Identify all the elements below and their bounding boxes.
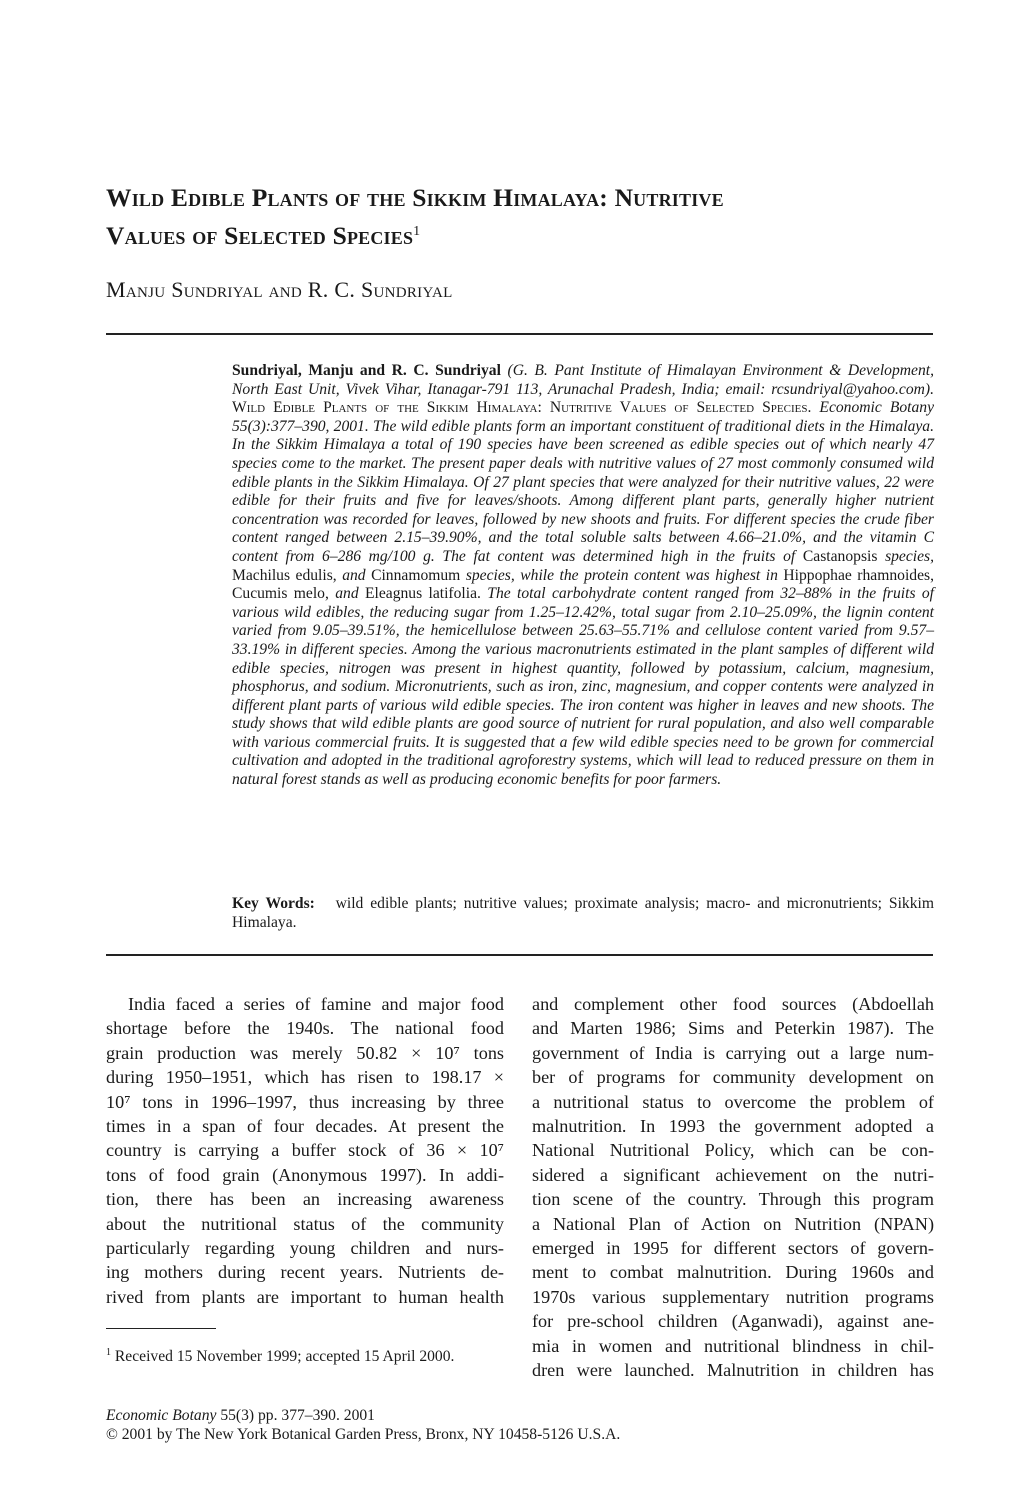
species-name: Hippophae rhamnoides, Cucumis melo, <box>232 566 934 603</box>
footnote-marker: 1 <box>106 1347 111 1358</box>
body-line: and complement other food sources (Abdoellah <box>532 994 934 1014</box>
body-line: tion scene of the country. Through this program <box>532 1189 934 1210</box>
article-title <box>106 181 936 253</box>
species-name: Machilus edulis, <box>232 566 337 584</box>
body-column-left <box>106 992 504 1309</box>
title-line-2: Values of Selected Species <box>106 221 414 250</box>
abstract <box>232 362 934 790</box>
journal-info <box>106 1406 620 1444</box>
species-name: Castanopsis <box>802 547 878 565</box>
abstract-citation: Economic Botany 55(3):377–390, 2001. <box>232 399 934 435</box>
footnote-divider <box>106 1328 216 1329</box>
body-line: ment to combat malnutrition. During 1960s and <box>532 1262 934 1283</box>
journal-citation: 55(3) pp. 377–390. 2001 <box>220 1407 375 1424</box>
title-line-1: Wild Edible Plants of the Sikkim Himalaya: Nutritive <box>106 183 724 212</box>
abstract-title: Wild Edible Plants of the Sikkim Himalaya: Nutritive Values of Selected Species. <box>232 399 812 417</box>
body-line: India faced a series of famine and major food <box>128 994 504 1014</box>
abstract-body-1: The wild edible plants form an important constituent of traditional diets in the Himalaya. In the Sikkim Himalaya a total of 190 species have been screened as edible species out of which nearly 47 species come to the market. The present paper deals with nutritive values of 27 most commonly consumed wild edible plants in the Sikkim Himalaya. Of 27 plant species that were analyzed for their nutritive values, 22 were edible for their fruits and five for leaves/shoots. Among different plant parts, generally higher nutrient concentration was recorded for leaves, followed by new shoots and fruits. For different species the crude fiber content ranged between 2.15–39.90%, and the total soluble salts between 4.66–21.0%, and the vitamin C content from 6–286 mg/100 g. The fat content was determined high in the fruits of <box>232 417 935 565</box>
body-line: a National Plan of Action on Nutrition (NPAN) <box>532 1213 934 1234</box>
species-name: Cinnamomum <box>371 566 461 584</box>
abstract-affiliation: (G. B. Pant Institute of Himalayan Environment & Development, North East Unit, Vivek Vihar, Itanagar-791 113, Arunachal Pradesh, India; email: rcsundriyal@yahoo.com). <box>232 362 934 398</box>
body-line: government of India is carrying out a large num- <box>532 1042 934 1063</box>
abstract-text: and <box>342 566 366 584</box>
abstract-text: and <box>335 585 359 603</box>
abstract-text: species, <box>885 547 934 565</box>
body-line: mia in women and nutritional blindness in chil- <box>532 1335 934 1356</box>
journal-name: Economic Botany <box>106 1407 217 1424</box>
abstract-lead: Sundriyal, Manju and R. C. Sundriyal <box>232 362 501 379</box>
footnote <box>106 1343 504 1366</box>
journal-copyright: © 2001 by The New York Botanical Garden Press, Bronx, NY 10458-5126 U.S.A. <box>106 1426 621 1443</box>
body-line: tons of food grain (Anonymous 1997). In addi- <box>106 1164 504 1185</box>
body-line: malnutrition. In 1993 the government adopted a <box>532 1116 934 1137</box>
body-line: particularly regarding young children and nurs- <box>106 1238 504 1259</box>
body-line: shortage before the 1940s. The national food <box>106 1018 504 1039</box>
keywords <box>232 894 934 932</box>
body-line: 1970s various supplementary nutrition programs <box>532 1286 934 1307</box>
body-line: rived from plants are important to human health <box>106 1286 504 1307</box>
article-authors: Manju Sundriyal and R. C. Sundriyal <box>106 277 453 302</box>
abstract-body-2: The total carbohydrate content ranged from 32–88% in the fruits of various wild edibles, the reducing sugar from 1.25–12.42%, total sugar from 2.10–25.09%, the lignin content varied from 9.05–39.51%, the hemicellulose between 25.63–55.71% and cellulose content varied from 9.57–33.19% in different species. Among the various macronutrients estimated in the plant samples of different wild edible species, nitrogen was present in highest quantity, followed by potassium, calcium, magnesium, phosphorus, and sodium. Micronutrients, such as iron, zinc, magnesium, and copper contents were analyzed in different plant parts of various wild edible species. The iron content was higher in leaves and new shoots. The study shows that wild edible plants are good source of nutrient for rural population, and also well comparable with various commercial fruits. It is suggested that a few wild edible species need to be grown for commercial cultivation and adopted in the traditional agroforestry systems, which will lead to reduced pressure on them in natural forest stands as well as producing economic benefits for poor farmers. <box>232 585 934 789</box>
title-footnote-marker: 1 <box>413 224 421 239</box>
keywords-text: wild edible plants; nutritive values; proximate analysis; macro- and micronutrients; Sikkim Himalaya. <box>232 895 934 931</box>
body-line: 10⁷ tons in 1996–1997, thus increasing by three <box>106 1091 504 1112</box>
body-line: sidered a significant achievement on the nutri- <box>532 1164 934 1185</box>
body-line: ber of programs for community development on <box>532 1067 934 1088</box>
body-line: about the nutritional status of the community <box>106 1213 504 1234</box>
species-name: Eleagnus latifolia. <box>365 585 481 603</box>
body-line: a nutritional status to overcome the problem of <box>532 1091 934 1112</box>
body-line: tion, there has been an increasing awareness <box>106 1189 504 1210</box>
body-line: grain production was merely 50.82 × 10⁷ tons <box>106 1042 504 1063</box>
body-line: dren were launched. Malnutrition in children has <box>532 1360 934 1381</box>
keywords-label: Key Words: <box>232 895 315 912</box>
body-line: emerged in 1995 for different sectors of govern- <box>532 1238 934 1259</box>
body-line: ing mothers during recent years. Nutrients de- <box>106 1262 504 1283</box>
body-line: for pre-school children (Aganwadi), against ane- <box>532 1311 934 1332</box>
body-column-right <box>532 992 934 1383</box>
abstract-bottom-divider <box>106 954 933 956</box>
body-line: times in a span of four decades. At present the <box>106 1116 504 1137</box>
footnote-text: Received 15 November 1999; accepted 15 April 2000. <box>114 1348 455 1366</box>
abstract-text: species, while the protein content was highest in <box>465 566 778 584</box>
body-line: and Marten 1986; Sims and Peterkin 1987). The <box>532 1018 934 1039</box>
top-divider <box>106 333 933 335</box>
body-line: country is carrying a buffer stock of 36 × 10⁷ <box>106 1140 504 1161</box>
body-line: during 1950–1951, which has risen to 198.17 × <box>106 1067 504 1088</box>
body-line: National Nutritional Policy, which can be con- <box>532 1140 934 1161</box>
